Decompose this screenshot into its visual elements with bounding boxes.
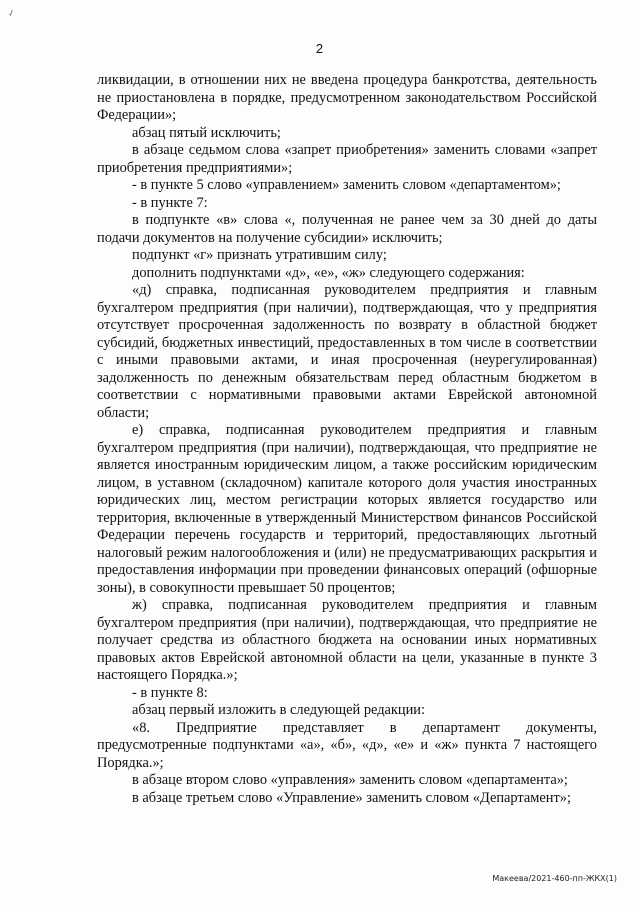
- paragraph: ж) справка, подписанная руководителем предприятия и главным бухгалтером предприятия (при наличии), подтверждающая, что предприятие не получает средства из областного бюджета на основании иных нормативных правовых актов Еврейской автономной области на цели, указанные в пункте 3 настоящего Порядка.»;: [97, 597, 597, 683]
- document-body: [97, 72, 597, 807]
- paragraph: абзац пятый исключить;: [132, 124, 281, 141]
- paragraph: «8. Предприятие представляет в департамент документы, предусмотренные подпунктами «а», «б», «д», «е» и «ж» пункта 7 настоящего Порядка.»;: [97, 719, 597, 771]
- paragraph: в абзаце седьмом слова «запрет приобретения» заменить словами «запрет приобретения предприятиями»;: [97, 142, 597, 176]
- paragraph: в абзаце втором слово «управления» заменить словом «департамента»;: [132, 772, 568, 788]
- paragraph: абзац первый изложить в следующей редакции:: [132, 702, 426, 718]
- paragraph: - в пункте 8:: [132, 684, 208, 701]
- paragraph: подпункт «г» признать утратившим силу;: [132, 247, 387, 263]
- scan-corner-mark: ✓: [6, 8, 18, 20]
- paragraph: - в пункте 7:: [132, 194, 208, 211]
- paragraph: в подпункте «в» слова «, полученная не ранее чем за 30 дней до даты подачи документов на получение субсидии» исключить;: [97, 212, 597, 246]
- paragraph: в абзаце третьем слово «Управление» заменить словом «Департамент»;: [132, 789, 571, 806]
- page-number: 2: [315, 41, 324, 56]
- paragraph: ликвидации, в отношении них не введена процедура банкротства, деятельность не приостановлена в порядке, предусмотренном законодательством Российской Федерации»;: [97, 72, 597, 123]
- paragraph: дополнить подпунктами «д», «е», «ж» следующего содержания:: [132, 264, 525, 281]
- paragraph: «д) справка, подписанная руководителем предприятия и главным бухгалтером предприятия (при наличии), подтверждающая, что у предприятия отсутствует просроченная задолженность по возврату в областной бюджет субсидий, бюджетных инвестиций, предоставленных в том числе в соответствии с иными правовыми актами, и иная просроченная (неурегулированная) задолженность по денежным обязательствам перед областным бюджетом в соответствии с нормативными правовыми актами Еврейской автономной области;: [97, 282, 597, 421]
- paragraph: - в пункте 5 слово «управлением» заменить словом «департаментом»;: [132, 177, 561, 193]
- document-footer-code: Макеева/2021-460-пп-ЖКХ(1): [492, 874, 617, 883]
- paragraph: е) справка, подписанная руководителем предприятия и главным бухгалтером предприятия (при наличии), подтверждающая, что предприятие не является иностранным юридическим лицом, а также российским юридическим лицом, в уставном (складочном) капитале которого доля участия иностранных юридических лиц, местом регистрации которых является государство или территория, включенные в утвержденный Министерством финансов Российской Федерации перечень государств и территорий, предоставляющих льготный налоговый режим налогообложения и (или) не предусматривающих раскрытия и предоставления информации при проведении финансовых операций (офшорные зоны), в совокупности превышает 50 процентов;: [97, 422, 597, 596]
